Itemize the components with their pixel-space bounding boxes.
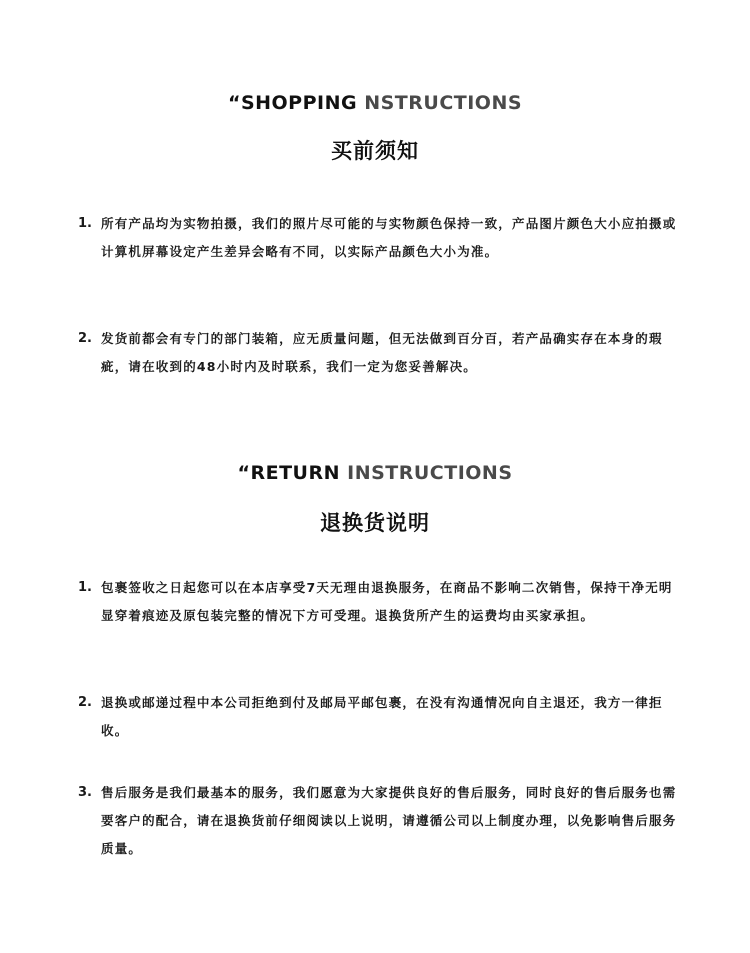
heading-word-return: RETURN <box>250 462 340 484</box>
item-text: 包裹签收之日起您可以在本店享受7天无理由退换服务，在商品不影响二次销售，保持干净无明显穿着痕迹及原包装完整的情况下方可受理。退换货所产生的运费均由买家承担。 <box>101 580 673 623</box>
shopping-subtitle: 买前须知 <box>331 139 419 163</box>
return-item-1 <box>78 574 678 630</box>
item-number: 1. <box>78 216 92 231</box>
item-number: 1. <box>78 580 92 595</box>
heading-word-instructions: INSTRUCTIONS <box>347 462 513 484</box>
item-number: 2. <box>78 695 92 710</box>
return-item-3 <box>78 779 678 863</box>
shopping-instructions-heading <box>0 92 750 114</box>
heading-word-instructions: NSTRUCTIONS <box>364 92 523 114</box>
return-item-2 <box>78 689 678 745</box>
item-text: 所有产品均为实物拍摄，我们的照片尽可能的与实物颜色保持一致，产品图片颜色大小应拍摄或计算机屏幕设定产生差异会略有不同，以实际产品颜色大小为准。 <box>101 216 677 259</box>
item-number: 2. <box>78 331 92 346</box>
item-text: 发货前都会有专门的部门装箱，应无质量问题，但无法做到百分百，若产品确实存在本身的瑕疵，请在收到的48小时内及时联系，我们一定为您妥善解决。 <box>101 331 663 374</box>
heading-quote-mark: “ <box>237 462 251 484</box>
heading-quote-mark: “ <box>227 92 241 114</box>
item-text: 售后服务是我们最基本的服务，我们愿意为大家提供良好的售后服务，同时良好的售后服务也需要客户的配合，请在退换货前仔细阅读以上说明，请遵循公司以上制度办理，以免影响售后服务质量。 <box>101 785 677 856</box>
return-subtitle: 退换货说明 <box>320 511 430 535</box>
return-instructions-heading <box>0 462 750 484</box>
shopping-item-1 <box>78 210 678 266</box>
item-text: 退换或邮递过程中本公司拒绝到付及邮局平邮包裹，在没有沟通情况向自主退还，我方一律拒收。 <box>101 695 663 738</box>
shopping-item-2 <box>78 325 678 381</box>
item-number: 3. <box>78 785 92 800</box>
heading-word-shopping: SHOPPING <box>240 92 358 114</box>
